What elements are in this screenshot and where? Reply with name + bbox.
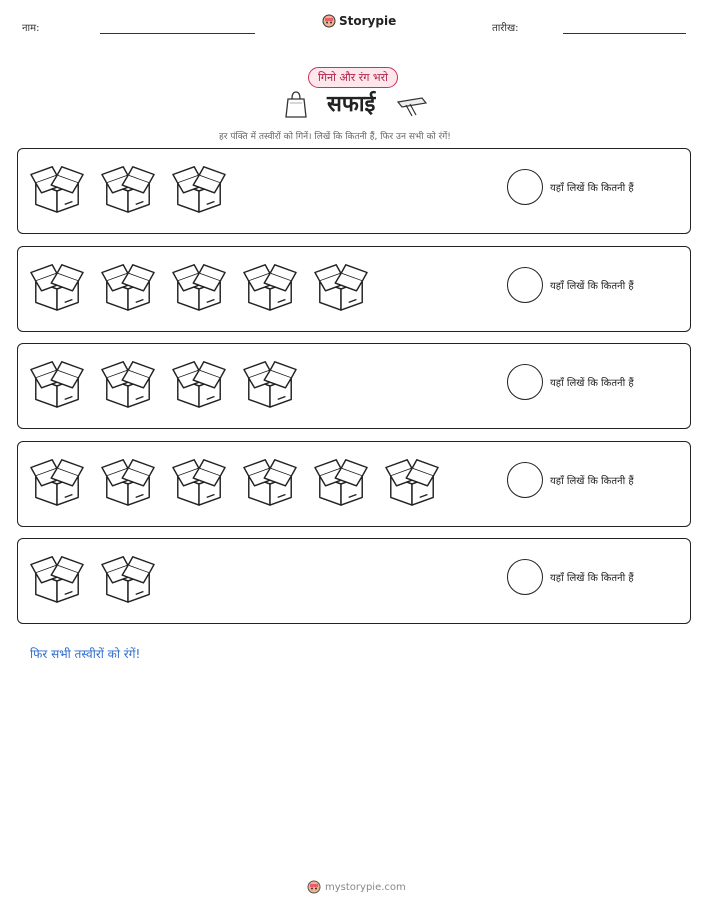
footer xyxy=(307,880,406,894)
shopping-bag-icon xyxy=(284,89,308,119)
open-box-icon[interactable] xyxy=(101,551,155,605)
brand-logo xyxy=(322,14,396,28)
box-group-4 xyxy=(30,454,439,510)
open-box-icon[interactable] xyxy=(172,454,226,508)
box-group-1 xyxy=(30,161,226,217)
name-field[interactable] xyxy=(100,33,255,34)
open-box-icon[interactable] xyxy=(30,259,84,313)
open-box-icon[interactable] xyxy=(314,454,368,508)
open-box-icon[interactable] xyxy=(172,356,226,410)
open-box-icon[interactable] xyxy=(101,356,155,410)
count-row-3 xyxy=(17,343,691,429)
open-box-icon[interactable] xyxy=(243,356,297,410)
flag-icon xyxy=(396,94,430,118)
open-box-icon[interactable] xyxy=(101,259,155,313)
brand-name: Storypie xyxy=(339,14,397,28)
closing-note: फिर सभी तस्वीरों को रंगें! xyxy=(30,647,141,661)
open-box-icon[interactable] xyxy=(30,161,84,215)
topic-pill: गिनो और रंग भरो xyxy=(308,67,398,88)
count-row-1 xyxy=(17,148,691,234)
answer-hint-5: यहाँ लिखें कि कितनी हैं xyxy=(550,573,634,584)
instructions: हर पंक्ति में तस्वीरों को गिनें। लिखें कि कितनी हैं, फिर उन सभी को रंगें! xyxy=(219,132,451,142)
box-group-5 xyxy=(30,551,155,607)
answer-hint-2: यहाँ लिखें कि कितनी हैं xyxy=(550,281,634,292)
page-title: सफाई xyxy=(327,92,376,117)
open-box-icon[interactable] xyxy=(385,454,439,508)
open-box-icon[interactable] xyxy=(314,259,368,313)
answer-circle-3[interactable] xyxy=(507,364,543,400)
box-group-3 xyxy=(30,356,297,412)
answer-circle-4[interactable] xyxy=(507,462,543,498)
count-row-4 xyxy=(17,441,691,527)
answer-circle-5[interactable] xyxy=(507,559,543,595)
open-box-icon[interactable] xyxy=(30,454,84,508)
storypie-logo-icon xyxy=(322,14,336,28)
open-box-icon[interactable] xyxy=(172,259,226,313)
answer-hint-4: यहाँ लिखें कि कितनी हैं xyxy=(550,476,634,487)
answer-circle-2[interactable] xyxy=(507,267,543,303)
name-label: नाम: xyxy=(22,23,40,34)
answer-hint-3: यहाँ लिखें कि कितनी हैं xyxy=(550,378,634,389)
answer-hint-1: यहाँ लिखें कि कितनी हैं xyxy=(550,183,634,194)
date-label: तारीख: xyxy=(492,23,519,34)
count-row-2 xyxy=(17,246,691,332)
answer-circle-1[interactable] xyxy=(507,169,543,205)
open-box-icon[interactable] xyxy=(30,356,84,410)
open-box-icon[interactable] xyxy=(243,454,297,508)
storypie-logo-icon xyxy=(307,880,321,894)
open-box-icon[interactable] xyxy=(243,259,297,313)
box-group-2 xyxy=(30,259,368,315)
open-box-icon[interactable] xyxy=(172,161,226,215)
date-field[interactable] xyxy=(563,33,686,34)
footer-url: mystorypie.com xyxy=(325,881,406,893)
count-row-5 xyxy=(17,538,691,624)
open-box-icon[interactable] xyxy=(101,161,155,215)
open-box-icon[interactable] xyxy=(30,551,84,605)
open-box-icon[interactable] xyxy=(101,454,155,508)
